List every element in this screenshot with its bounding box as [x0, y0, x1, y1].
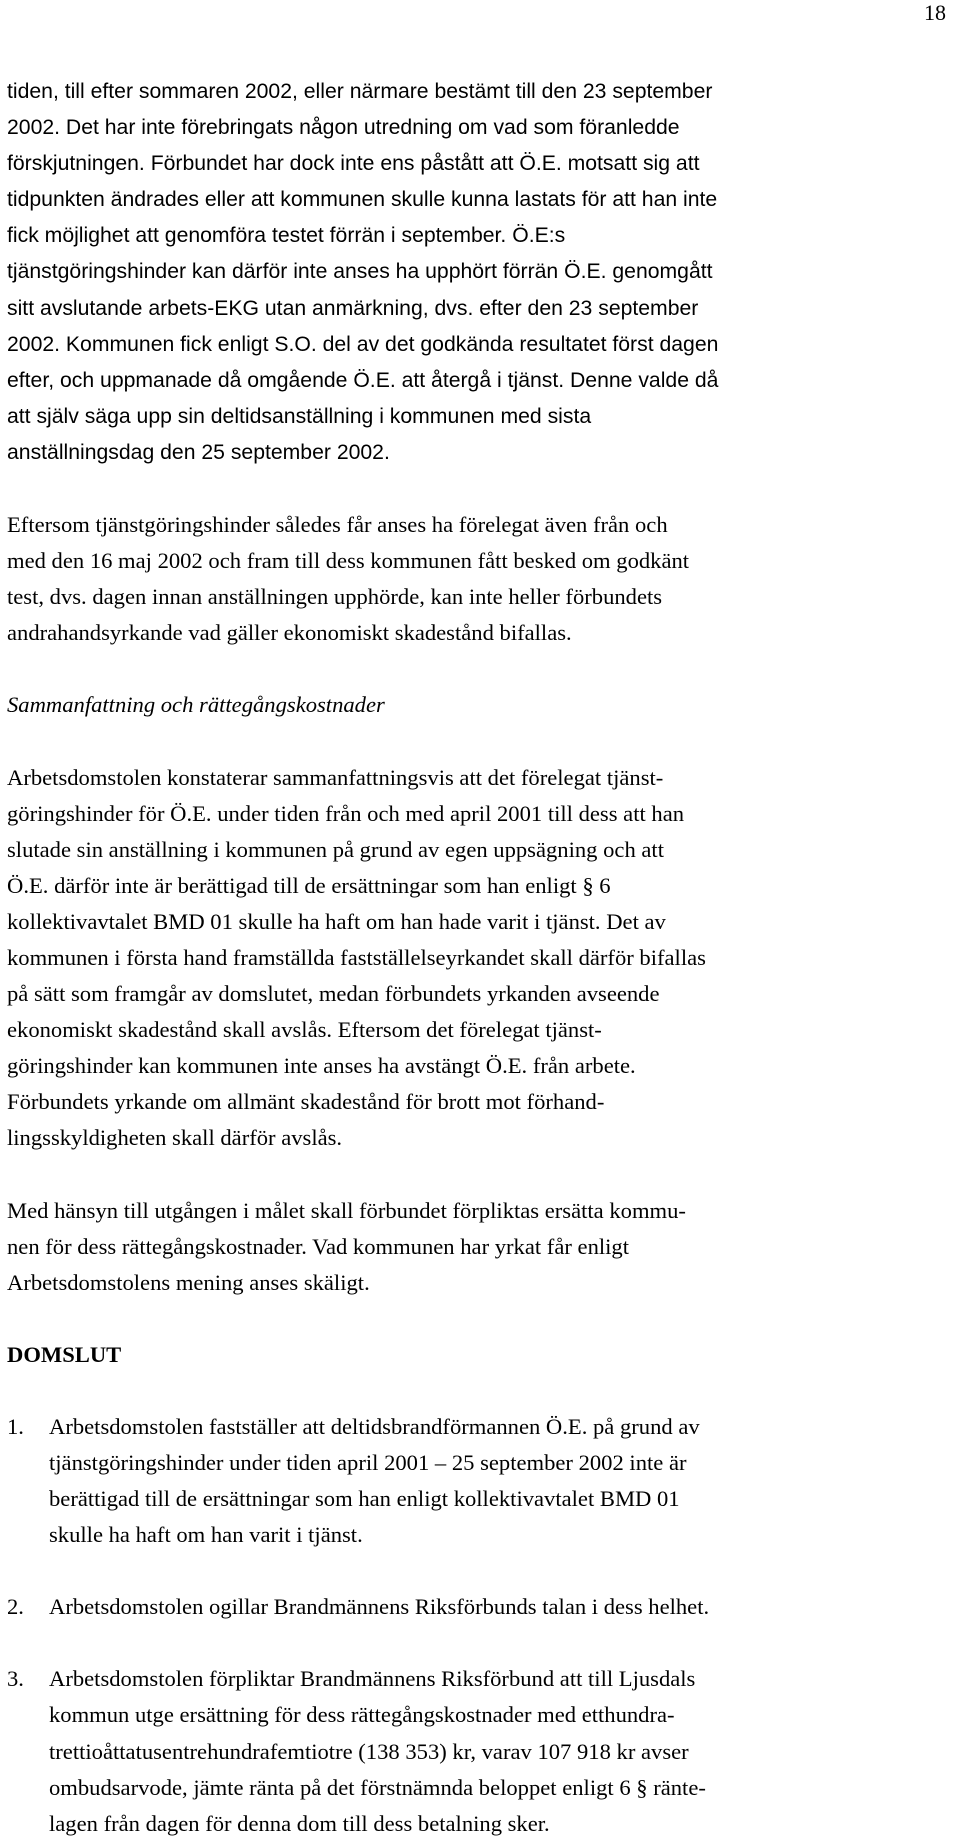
text-line: skulle ha haft om han varit i tjänst.	[49, 1522, 363, 1548]
text-line: berättigad till de ersättningar som han enligt kollektivavtalet BMD 01	[49, 1486, 680, 1512]
text-line: 2002. Det har inte förebringats någon utredning om vad som föranledde	[7, 116, 680, 140]
text-line: Med hänsyn till utgången i målet skall förbundet förpliktas ersätta kommu-	[7, 1197, 686, 1223]
text-line: anställningsdag den 25 september 2002.	[7, 440, 390, 464]
text-line: Arbetsdomstolen ogillar Brandmännens Riksförbunds talan i dess helhet.	[49, 1594, 710, 1620]
ruling-list	[7, 1409, 957, 1842]
ruling-item-1	[7, 1409, 957, 1553]
text-line: sitt avslutande arbets-EKG utan anmärkning, dvs. efter den 23 september	[7, 296, 699, 320]
text-line: Arbetsdomstolens mening anses skäligt.	[7, 1269, 370, 1295]
text-line: tidpunkten ändrades eller att kommunen skulle kunna lastats för att han inte	[7, 188, 718, 212]
text-line: tiden, till efter sommaren 2002, eller närmare bestämt till den 23 september	[7, 80, 713, 103]
paragraph-impediment	[7, 507, 957, 651]
text-line: Arbetsdomstolen fastställer att deltidsbrandförmannen Ö.E. på grund av	[49, 1413, 700, 1439]
text-line: slutade sin anställning i kommunen på grund av egen uppsägning och att	[7, 836, 664, 862]
text-line: 2002. Kommunen fick enligt S.O. del av det godkända resultatet först dagen	[7, 332, 719, 356]
text-line: Ö.E. därför inte är berättigad till de ersättningar som han enligt § 6	[7, 872, 611, 898]
paragraph-intro	[7, 74, 957, 471]
text-line: kollektivavtalet BMD 01 skulle ha haft om han hade varit i tjänst. Det av	[7, 908, 666, 934]
text-line: tjänstgöringshinder under tiden april 2001 – 25 september 2002 inte är	[49, 1450, 687, 1475]
text-line: tjänstgöringshinder kan därför inte anses ha upphört förrän Ö.E. genomgått	[7, 260, 713, 284]
text-line: med den 16 maj 2002 och fram till dess kommunen fått besked om godkänt	[7, 548, 690, 574]
text-line: Eftersom tjänstgöringshinder således får anses ha förelegat även från och	[7, 512, 668, 538]
text-line: Arbetsdomstolen konstaterar sammanfattningsvis att det förelegat tjänst-	[7, 764, 664, 790]
text-line: trettioåttatusentrehundrafemtiotre (138 353) kr, varav 107 918 kr avser	[49, 1738, 689, 1764]
ruling-number: 1.	[7, 1413, 24, 1439]
page-number: 18	[924, 0, 946, 25]
text-line: kommunen i första hand framställda fastställelseyrkandet skall därför bifallas	[7, 944, 706, 970]
text-line: Förbundets yrkande om allmänt skadestånd för brott mot förhand-	[7, 1089, 605, 1115]
ruling-item-3	[7, 1661, 957, 1841]
text-line: göringshinder för Ö.E. under tiden från och med april 2001 till dess att han	[7, 800, 685, 826]
text-line: lagen från dagen för denna dom till dess betalning sker.	[49, 1810, 550, 1836]
text-line: ombudsarvode, jämte ränta på det förstnämnda beloppet enligt 6 § ränte-	[49, 1774, 706, 1800]
ruling-text	[49, 1589, 957, 1625]
section-heading-domslut: DOMSLUT	[7, 1341, 122, 1367]
text-line: att själv säga upp sin deltidsanställning i kommunen med sista	[7, 404, 592, 428]
ruling-number: 2.	[7, 1594, 24, 1620]
paragraph-summary	[7, 760, 957, 1157]
ruling-text	[49, 1661, 957, 1841]
document-body	[7, 74, 957, 1842]
ruling-number: 3.	[7, 1666, 24, 1692]
text-line: ekonomiskt skadestånd skall avslås. Eftersom det förelegat tjänst-	[7, 1017, 602, 1043]
paragraph-legal-costs	[7, 1193, 957, 1301]
text-line: andrahandsyrkande vad gäller ekonomiskt skadestånd bifallas.	[7, 620, 572, 646]
text-line: fick möjlighet att genomföra testet förrän i september. Ö.E:s	[7, 224, 566, 248]
text-line: göringshinder kan kommunen inte anses ha avstängt Ö.E. från arbete.	[7, 1053, 636, 1079]
text-line: nen för dess rättegångskostnader. Vad kommunen har yrkat får enligt	[7, 1233, 629, 1259]
ruling-item-2	[7, 1589, 957, 1625]
text-line: förskjutningen. Förbundet har dock inte ens påstått att Ö.E. motsatt sig att	[7, 152, 700, 176]
section-heading-summary: Sammanfattning och rättegångskostnader	[7, 692, 385, 718]
text-line: Arbetsdomstolen förpliktar Brandmännens Riksförbund att till Ljusdals	[49, 1666, 696, 1692]
text-line: test, dvs. dagen innan anställningen upphörde, kan inte heller förbundets	[7, 584, 663, 610]
text-line: kommun utge ersättning för dess rättegångskostnader med etthundra-	[49, 1702, 675, 1728]
text-line: på sätt som framgår av domslutet, medan förbundets yrkanden avseende	[7, 981, 660, 1007]
text-line: lingsskyldigheten skall därför avslås.	[7, 1125, 343, 1151]
ruling-text	[49, 1409, 957, 1553]
text-line: efter, och uppmanade då omgående Ö.E. att återgå i tjänst. Denne valde då	[7, 368, 719, 392]
